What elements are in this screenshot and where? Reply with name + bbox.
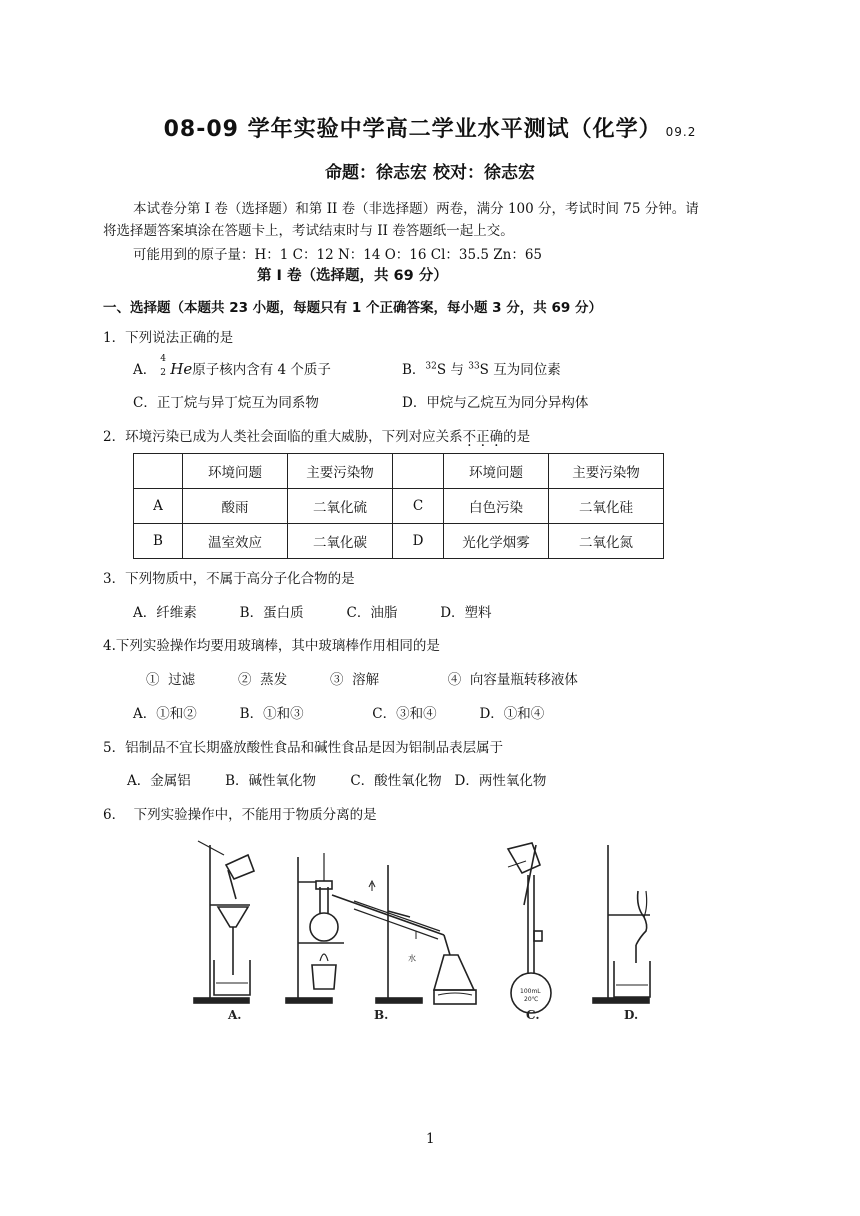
- s32-mass: 32: [425, 361, 437, 372]
- title-date: 09.2: [665, 125, 697, 139]
- q1-stem: 1．下列说法正确的是: [103, 330, 234, 346]
- s33-mass: 33: [468, 361, 480, 372]
- volumetric-flask: [508, 843, 551, 1013]
- table-header-cell: 环境问题: [183, 454, 288, 489]
- he-mass-number: 4: [160, 354, 166, 364]
- table-cell: 二氧化氮: [549, 524, 664, 559]
- q6-stem: 6． 下列实验操作中，不能用于物质分离的是: [103, 807, 377, 823]
- water-label: 水: [408, 954, 416, 963]
- q5-options: A．金属铝 B．碱性氧化物 C．酸性氧化物 D．两性氧化物: [127, 773, 547, 789]
- q1-a-prefix: A．: [133, 362, 157, 378]
- table-cell: 二氧化碳: [288, 524, 393, 559]
- table-cell: C: [393, 489, 444, 524]
- q1-option-c: C．正丁烷与异丁烷互为同系物: [133, 395, 319, 411]
- he-isotope: [156, 354, 170, 378]
- q2-stem-pre: 2．环境污染已成为人类社会面临的重大威胁，下列对应关系: [103, 429, 463, 445]
- q2-emph-2: 正: [476, 429, 490, 445]
- section1-title: 一、选择题（本题共 23 小题，每题只有 1 个正确答案，每小题 3 分，共 69 分）: [103, 300, 602, 316]
- table-header-cell: [393, 454, 444, 489]
- apparatus-figure: [188, 835, 658, 1030]
- q1-a-text: 原子核内含有 4 个质子: [192, 362, 331, 378]
- table-cell: 二氧化硅: [549, 489, 664, 524]
- q2-emph-1: 不: [462, 429, 477, 445]
- table-cell: D: [393, 524, 444, 559]
- table-row: [134, 489, 664, 524]
- q2-stem: [103, 425, 530, 445]
- q3-options: A．纤维素 B．蛋白质 C．油脂 D．塑料: [133, 605, 492, 621]
- q5-stem: 5．铝制品不宜长期盛放酸性食品和碱性食品是因为铝制品表层属于: [103, 740, 504, 756]
- table-cell: 光化学烟雾: [444, 524, 549, 559]
- intro-line-2: 将选择题答案填涂在答题卡上，考试结束时与 II 卷答题纸一起上交。: [103, 223, 514, 239]
- table-cell: B: [134, 524, 183, 559]
- part1-title: 第 I 卷（选择题，共 69 分）: [257, 268, 448, 284]
- q1-b-end: S 互为同位素: [479, 362, 561, 378]
- he-symbol: He: [170, 360, 193, 378]
- q1-b-mid: S 与: [436, 362, 469, 378]
- table-cell: 酸雨: [183, 489, 288, 524]
- table-cell: 二氧化硫: [288, 489, 393, 524]
- table-row: [134, 524, 664, 559]
- table-header-cell: 主要污染物: [288, 454, 393, 489]
- apparatus-drawing: [188, 835, 658, 1030]
- table-header-cell: [134, 454, 183, 489]
- table-cell: 白色污染: [444, 489, 549, 524]
- title-text: 08-09 学年实验中学高二学业水平测试（化学）: [163, 117, 662, 142]
- distillation-apparatus: [286, 853, 476, 1004]
- intro-line-1: 本试卷分第 I 卷（选择题）和第 II 卷（非选择题）两卷，满分 100 分，考试时间 75 分钟。请: [133, 201, 699, 217]
- q1-b-prefix: B．: [402, 362, 426, 378]
- figure-label-a: A.: [228, 1008, 242, 1022]
- pollution-table: [133, 453, 664, 559]
- separatory-funnel-apparatus: [593, 845, 650, 1003]
- q3-stem: 3．下列物质中，不属于高分子化合物的是: [103, 571, 355, 587]
- q1-option-d: D．甲烷与乙烷互为同分异构体: [402, 395, 589, 411]
- table-header-row: [134, 454, 664, 489]
- he-atomic-number: 2: [160, 368, 166, 378]
- q2-stem-post: 的是: [503, 429, 531, 445]
- figure-label-c: C.: [526, 1008, 540, 1022]
- page-title: [0, 112, 860, 143]
- q4-items: ① 过滤 ② 蒸发 ③ 溶解 ④ 向容量瓶转移液体: [146, 672, 578, 688]
- flask-label-volume: 100mL: [520, 988, 541, 995]
- q4-stem: 4.下列实验操作均要用玻璃棒，其中玻璃棒作用相同的是: [103, 638, 440, 654]
- figure-label-b: B.: [374, 1008, 389, 1022]
- q2-emph-3: 确: [489, 429, 504, 445]
- figure-label-d: D.: [624, 1008, 639, 1022]
- table-cell: 温室效应: [183, 524, 288, 559]
- q4-options: A．①和② B．①和③ C．③和④ D．①和④: [133, 706, 545, 722]
- atomic-masses: 可能用到的原子量：H：1 C：12 N：14 O：16 Cl：35.5 Zn：65: [133, 247, 543, 263]
- flask-label-temp: 20℃: [524, 996, 539, 1003]
- table-cell: A: [134, 489, 183, 524]
- filtration-apparatus: [194, 841, 254, 1003]
- q1-option-b: [402, 358, 561, 378]
- table-header-cell: 环境问题: [444, 454, 549, 489]
- q1-option-a: [133, 354, 331, 378]
- page-number: 1: [426, 1131, 435, 1147]
- table-header-cell: 主要污染物: [549, 454, 664, 489]
- author-line: 命题：徐志宏 校对：徐志宏: [325, 163, 535, 183]
